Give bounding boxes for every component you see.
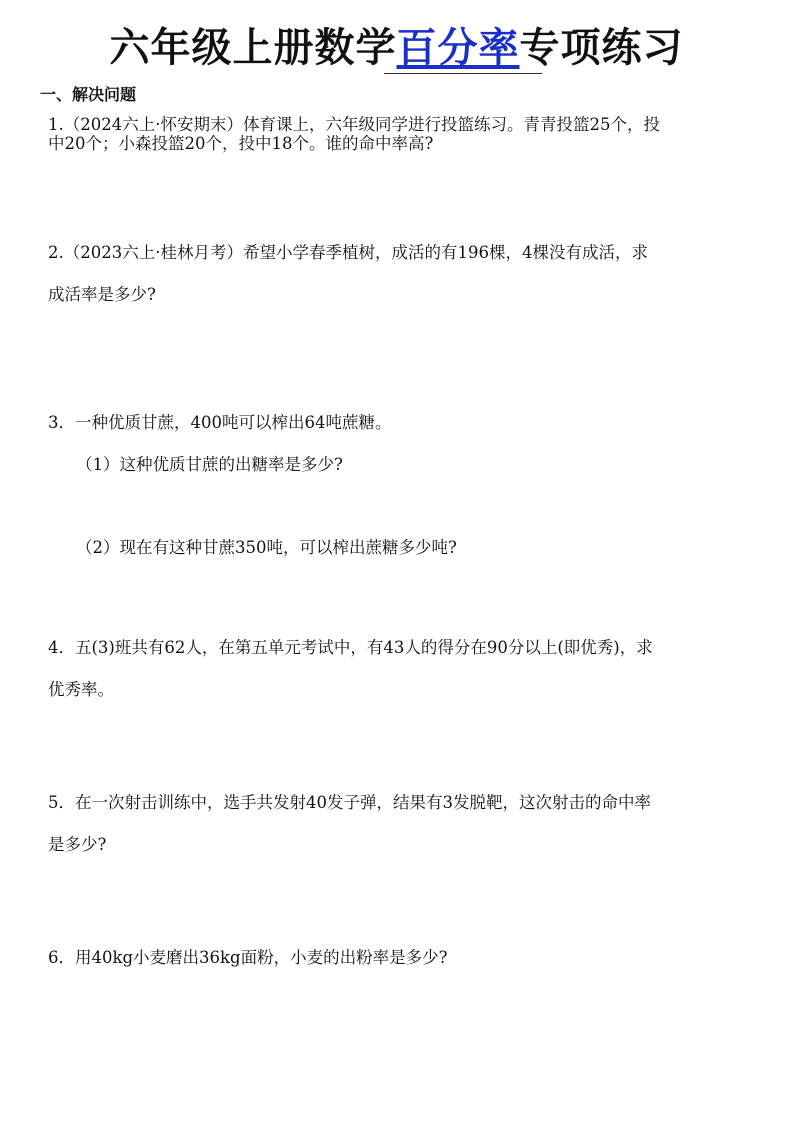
question-2 — [48, 232, 648, 316]
title-suffix: 专项练习 — [519, 25, 684, 71]
question-3-sub-1: （1）这种优质甘蔗的出糖率是多少? — [76, 455, 343, 474]
question-1 — [48, 115, 660, 153]
question-3: 3．一种优质甘蔗，400吨可以榨出64吨蔗糖。 — [48, 413, 392, 432]
question-1-line-1: 1.（2024六上·怀安期末）体育课上，六年级同学进行投篮练习。青青投篮25个，投 — [48, 115, 660, 134]
question-2-line-2: 成活率是多少? — [48, 285, 156, 304]
question-4-line-2: 优秀率。 — [48, 680, 114, 699]
question-4 — [48, 627, 653, 711]
question-5-line-1: 5．在一次射击训练中，选手共发射40发子弹，结果有3发脱靶，这次射击的命中率 — [48, 793, 651, 812]
question-5 — [48, 782, 651, 866]
question-3-sub-2: （2）现在有这种甘蔗350吨，可以榨出蔗糖多少吨? — [76, 538, 457, 557]
section-heading: 一、解决问题 — [40, 85, 137, 104]
question-6: 6．用40kg小麦磨出36kg面粉，小麦的出粉率是多少? — [48, 948, 448, 967]
question-4-line-1: 4．五(3)班共有62人，在第五单元考试中，有43人的得分在90分以上(即优秀)，求 — [48, 638, 653, 657]
page-title — [0, 22, 793, 74]
title-prefix: 六年级上册数学 — [109, 25, 397, 71]
question-1-line-2: 中20个；小森投篮20个，投中18个。谁的命中率高? — [48, 134, 434, 153]
question-5-line-2: 是多少? — [48, 835, 107, 854]
title-highlight: 百分率 — [396, 25, 520, 71]
title-underline-rule — [384, 73, 542, 74]
question-2-line-1: 2.（2023六上·桂林月考）希望小学春季植树，成活的有196棵，4棵没有成活，求 — [48, 243, 648, 262]
